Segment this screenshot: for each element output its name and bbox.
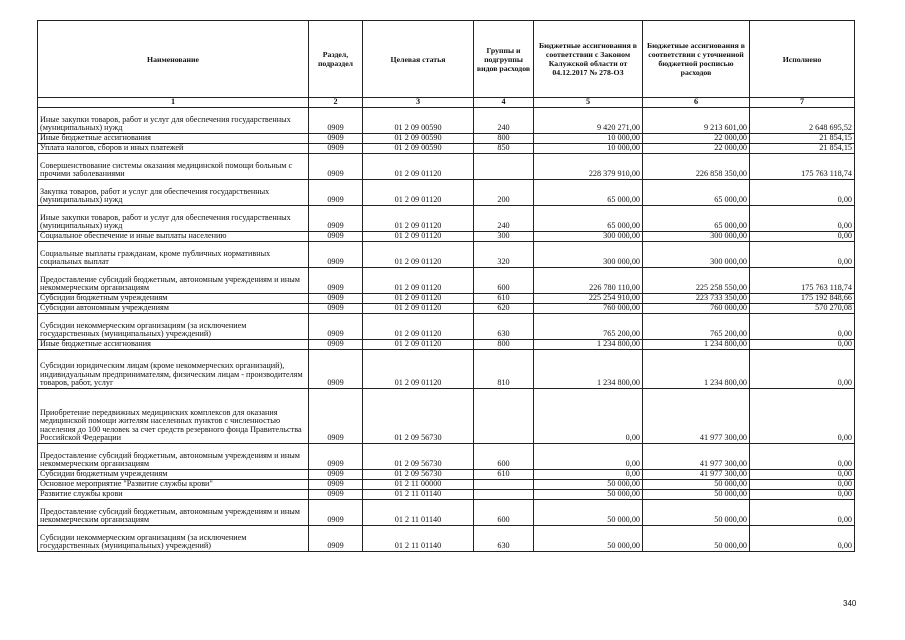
cell-budget: 223 733 350,00	[643, 294, 750, 304]
cell-name: Субсидии бюджетным учреждениям	[38, 470, 309, 480]
cell-done: 175 763 118,74	[750, 268, 855, 294]
cell-budget: 765 200,00	[643, 314, 750, 340]
table-row	[38, 444, 855, 470]
header-name: Наименование	[38, 21, 309, 98]
table-row	[38, 480, 855, 490]
cell-group: 610	[474, 294, 534, 304]
cell-target: 01 2 11 01140	[363, 526, 474, 552]
cell-target: 01 2 09 01120	[363, 268, 474, 294]
cell-group: 810	[474, 350, 534, 389]
table-row	[38, 526, 855, 552]
table-header-row	[38, 21, 855, 98]
cell-name: Социальные выплаты гражданам, кроме публичных нормативных социальных выплат	[38, 242, 309, 268]
table-row	[38, 242, 855, 268]
cell-group: 610	[474, 470, 534, 480]
cell-done: 0,00	[750, 526, 855, 552]
cell-section: 0909	[309, 389, 363, 444]
cell-target: 01 2 09 56730	[363, 470, 474, 480]
cell-name: Субсидии некоммерческим организациям (за исключением государственных (муниципальных) учреждений)	[38, 526, 309, 552]
cell-done: 570 270,08	[750, 304, 855, 314]
table-row	[38, 180, 855, 206]
cell-law: 50 000,00	[534, 490, 643, 500]
cell-done: 0,00	[750, 232, 855, 242]
cell-law: 1 234 800,00	[534, 340, 643, 350]
cell-group	[474, 480, 534, 490]
cell-law: 225 254 910,00	[534, 294, 643, 304]
cell-budget: 300 000,00	[643, 242, 750, 268]
cell-done: 0,00	[750, 480, 855, 490]
header-target: Целевая статья	[363, 21, 474, 98]
cell-done: 0,00	[750, 180, 855, 206]
budget-table	[37, 20, 855, 552]
cell-budget: 65 000,00	[643, 180, 750, 206]
cell-budget: 226 858 350,00	[643, 154, 750, 180]
cell-law: 760 000,00	[534, 304, 643, 314]
cell-budget: 65 000,00	[643, 206, 750, 232]
cell-law: 0,00	[534, 389, 643, 444]
cell-law: 50 000,00	[534, 480, 643, 490]
cell-group: 200	[474, 180, 534, 206]
header-groups: Группы и подгруппы видов расходов	[474, 21, 534, 98]
cell-law: 65 000,00	[534, 180, 643, 206]
cell-budget: 22 000,00	[643, 144, 750, 154]
cell-name: Закупка товаров, работ и услуг для обеспечения государственных (муниципальных) нужд	[38, 180, 309, 206]
table-row	[38, 500, 855, 526]
cell-target: 01 2 09 01120	[363, 154, 474, 180]
cell-law: 0,00	[534, 470, 643, 480]
header-budget-amount: Бюджетные ассигнования в соответствии с уточненной бюджетной росписью расходов	[643, 21, 750, 98]
cell-budget: 9 213 601,00	[643, 108, 750, 134]
cell-group: 240	[474, 206, 534, 232]
cell-section: 0909	[309, 154, 363, 180]
cell-section: 0909	[309, 294, 363, 304]
table-row	[38, 294, 855, 304]
cell-group: 800	[474, 134, 534, 144]
cell-name: Субсидии юридическим лицам (кроме некоммерческих организаций), индивидуальным предпринимателям, физическим лицам - производителям товаров, работ, услуг	[38, 350, 309, 389]
cell-target: 01 2 09 01120	[363, 350, 474, 389]
table-row	[38, 340, 855, 350]
table-body	[38, 108, 855, 552]
table-row	[38, 232, 855, 242]
cell-name: Предоставление субсидий бюджетным, автономным учреждениям и иным некоммерческим организациям	[38, 500, 309, 526]
cell-group: 630	[474, 526, 534, 552]
cell-target: 01 2 09 01120	[363, 180, 474, 206]
cell-group: 800	[474, 340, 534, 350]
cell-law: 65 000,00	[534, 206, 643, 232]
cell-budget: 50 000,00	[643, 480, 750, 490]
cell-group: 850	[474, 144, 534, 154]
cell-done: 0,00	[750, 444, 855, 470]
cell-done: 0,00	[750, 389, 855, 444]
cell-group: 300	[474, 232, 534, 242]
cell-law: 300 000,00	[534, 242, 643, 268]
cell-target: 01 2 09 01120	[363, 206, 474, 232]
cell-group: 620	[474, 304, 534, 314]
cell-group: 600	[474, 268, 534, 294]
table-row	[38, 389, 855, 444]
cell-done: 0,00	[750, 500, 855, 526]
col-num: 3	[363, 98, 474, 108]
cell-budget: 1 234 800,00	[643, 350, 750, 389]
col-num: 2	[309, 98, 363, 108]
cell-name: Развитие службы крови	[38, 490, 309, 500]
cell-section: 0909	[309, 500, 363, 526]
table-row	[38, 154, 855, 180]
cell-name: Субсидии бюджетным учреждениям	[38, 294, 309, 304]
cell-target: 01 2 09 56730	[363, 444, 474, 470]
cell-name: Приобретение передвижных медицинских комплексов для оказания медицинской помощи жителям населенных пунктов с численностью населения до 100 человек за счет средств резервного фонда Правительства Российской Федерации	[38, 389, 309, 444]
table-row	[38, 268, 855, 294]
cell-section: 0909	[309, 480, 363, 490]
cell-target: 01 2 09 00590	[363, 134, 474, 144]
cell-name: Иные бюджетные ассигнования	[38, 134, 309, 144]
table-row	[38, 206, 855, 232]
table-row	[38, 490, 855, 500]
cell-done: 0,00	[750, 490, 855, 500]
table-row	[38, 108, 855, 134]
cell-target: 01 2 09 01120	[363, 232, 474, 242]
cell-law: 1 234 800,00	[534, 350, 643, 389]
cell-group: 630	[474, 314, 534, 340]
page-number: 340	[843, 599, 857, 608]
cell-law: 300 000,00	[534, 232, 643, 242]
cell-section: 0909	[309, 268, 363, 294]
cell-section: 0909	[309, 304, 363, 314]
cell-law: 50 000,00	[534, 500, 643, 526]
cell-section: 0909	[309, 242, 363, 268]
cell-law: 765 200,00	[534, 314, 643, 340]
cell-budget: 41 977 300,00	[643, 444, 750, 470]
cell-section: 0909	[309, 444, 363, 470]
cell-done: 0,00	[750, 340, 855, 350]
cell-target: 01 2 09 01120	[363, 242, 474, 268]
cell-law: 0,00	[534, 444, 643, 470]
cell-name: Социальное обеспечение и иные выплаты населению	[38, 232, 309, 242]
table-row	[38, 314, 855, 340]
cell-budget: 50 000,00	[643, 490, 750, 500]
cell-section: 0909	[309, 490, 363, 500]
cell-done: 0,00	[750, 206, 855, 232]
cell-group	[474, 154, 534, 180]
cell-budget: 41 977 300,00	[643, 470, 750, 480]
cell-section: 0909	[309, 232, 363, 242]
cell-done: 175 763 118,74	[750, 154, 855, 180]
cell-group	[474, 490, 534, 500]
cell-section: 0909	[309, 180, 363, 206]
cell-law: 50 000,00	[534, 526, 643, 552]
column-number-row	[38, 98, 855, 108]
cell-law: 10 000,00	[534, 144, 643, 154]
cell-target: 01 2 11 00000	[363, 480, 474, 490]
col-num: 6	[643, 98, 750, 108]
cell-section: 0909	[309, 526, 363, 552]
cell-target: 01 2 11 01140	[363, 500, 474, 526]
cell-section: 0909	[309, 314, 363, 340]
cell-done: 2 648 695,52	[750, 108, 855, 134]
cell-section: 0909	[309, 340, 363, 350]
cell-done: 0,00	[750, 470, 855, 480]
cell-group: 320	[474, 242, 534, 268]
cell-section: 0909	[309, 350, 363, 389]
cell-done: 21 854,15	[750, 144, 855, 154]
cell-name: Субсидии некоммерческим организациям (за исключением государственных (муниципальных) учреждений)	[38, 314, 309, 340]
cell-law: 10 000,00	[534, 134, 643, 144]
table-row	[38, 350, 855, 389]
cell-target: 01 2 11 01140	[363, 490, 474, 500]
cell-group: 600	[474, 444, 534, 470]
cell-done: 21 854,15	[750, 134, 855, 144]
cell-budget: 225 258 550,00	[643, 268, 750, 294]
cell-target: 01 2 09 56730	[363, 389, 474, 444]
cell-budget: 41 977 300,00	[643, 389, 750, 444]
cell-done: 175 192 848,66	[750, 294, 855, 304]
cell-target: 01 2 09 00590	[363, 144, 474, 154]
cell-name: Уплата налогов, сборов и иных платежей	[38, 144, 309, 154]
cell-section: 0909	[309, 470, 363, 480]
header-law-amount: Бюджетные ассигнования в соответствии с Законом Калужской области от 04.12.2017 № 278-ОЗ	[534, 21, 643, 98]
header-done: Исполнено	[750, 21, 855, 98]
cell-group	[474, 389, 534, 444]
cell-target: 01 2 09 01120	[363, 314, 474, 340]
cell-name: Основное мероприятие "Развитие службы крови"	[38, 480, 309, 490]
cell-section: 0909	[309, 134, 363, 144]
table-row	[38, 470, 855, 480]
cell-name: Иные закупки товаров, работ и услуг для обеспечения государственных (муниципальных) нужд	[38, 108, 309, 134]
cell-target: 01 2 09 01120	[363, 340, 474, 350]
table-row	[38, 144, 855, 154]
cell-done: 0,00	[750, 314, 855, 340]
cell-group: 600	[474, 500, 534, 526]
cell-group: 240	[474, 108, 534, 134]
table-row	[38, 304, 855, 314]
cell-budget: 300 000,00	[643, 232, 750, 242]
cell-name: Совершенствование системы оказания медицинской помощи больным с прочими заболеваниями	[38, 154, 309, 180]
cell-budget: 22 000,00	[643, 134, 750, 144]
cell-budget: 50 000,00	[643, 500, 750, 526]
cell-done: 0,00	[750, 242, 855, 268]
cell-law: 226 780 110,00	[534, 268, 643, 294]
col-num: 4	[474, 98, 534, 108]
col-num: 5	[534, 98, 643, 108]
cell-budget: 50 000,00	[643, 526, 750, 552]
budget-sheet	[37, 20, 854, 552]
cell-name: Иные бюджетные ассигнования	[38, 340, 309, 350]
cell-budget: 760 000,00	[643, 304, 750, 314]
cell-target: 01 2 09 01120	[363, 294, 474, 304]
cell-name: Иные закупки товаров, работ и услуг для обеспечения государственных (муниципальных) нужд	[38, 206, 309, 232]
cell-done: 0,00	[750, 350, 855, 389]
cell-budget: 1 234 800,00	[643, 340, 750, 350]
table-row	[38, 134, 855, 144]
col-num: 7	[750, 98, 855, 108]
cell-law: 9 420 271,00	[534, 108, 643, 134]
cell-section: 0909	[309, 144, 363, 154]
cell-target: 01 2 09 01120	[363, 304, 474, 314]
cell-section: 0909	[309, 206, 363, 232]
cell-section: 0909	[309, 108, 363, 134]
cell-name: Предоставление субсидий бюджетным, автономным учреждениям и иным некоммерческим организациям	[38, 444, 309, 470]
cell-law: 228 379 910,00	[534, 154, 643, 180]
cell-target: 01 2 09 00590	[363, 108, 474, 134]
cell-name: Субсидии автономным учреждениям	[38, 304, 309, 314]
cell-name: Предоставление субсидий бюджетным, автономным учреждениям и иным некоммерческим организациям	[38, 268, 309, 294]
header-section: Раздел, подраздел	[309, 21, 363, 98]
col-num: 1	[38, 98, 309, 108]
